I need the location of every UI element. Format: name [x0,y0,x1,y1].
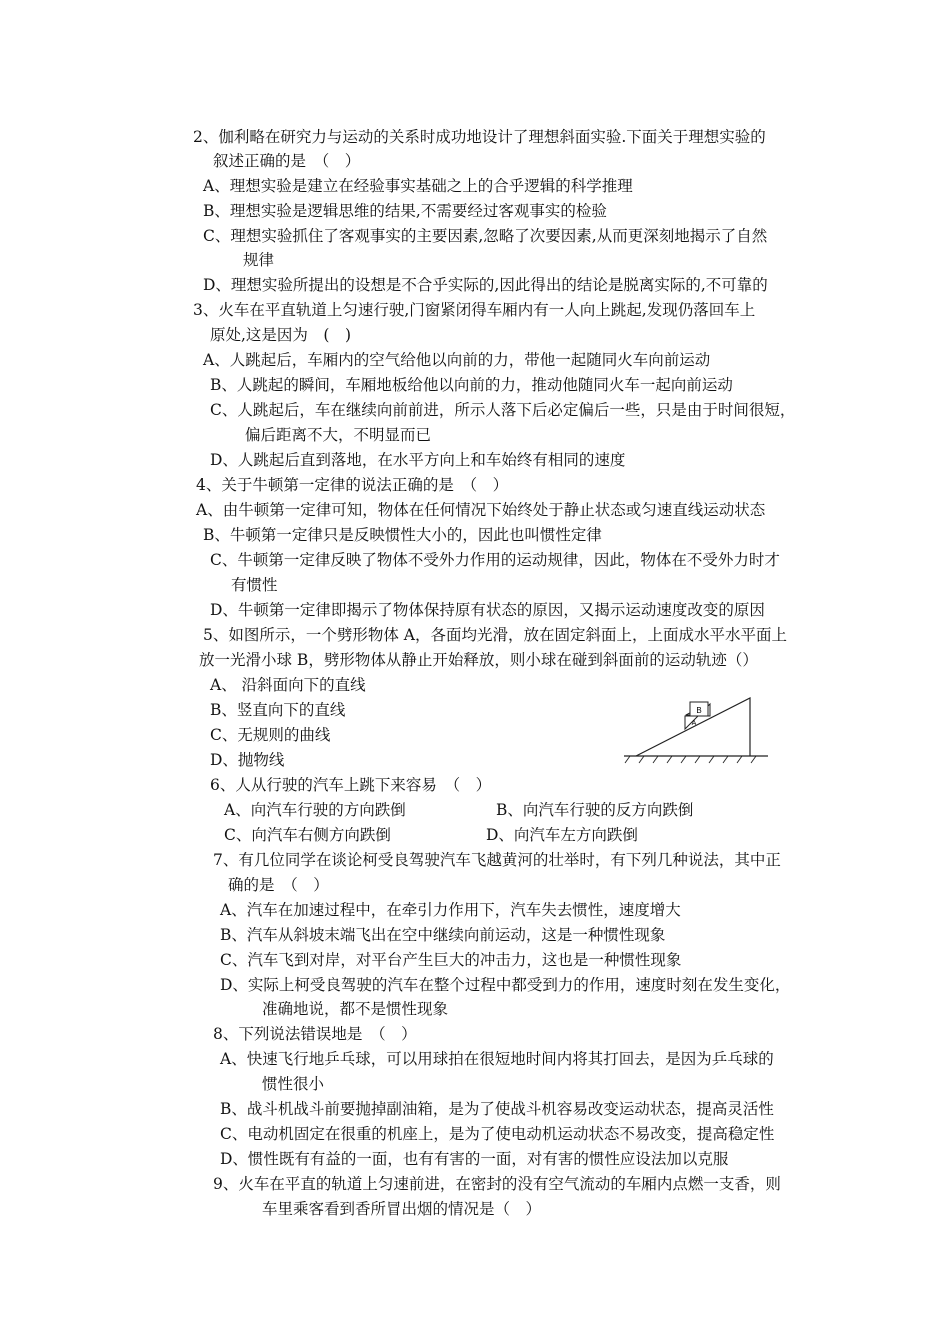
text-line: D、牛顿第一定律即揭示了物体保持原有状态的原因，又揭示运动速度改变的原因 [210,601,765,619]
text-line: 放一光滑小球 B，劈形物体从静止开始释放，则小球在碰到斜面前的运动轨迹（） [199,651,758,669]
text-line: C、理想实验抓住了客观事实的主要因素,忽略了次要因素,从而更深刻地揭示了自然 [203,227,768,245]
text-line: B、汽车从斜坡末端飞出在空中继续向前运动，这是一种惯性现象 [220,926,666,944]
text-line: D、人跳起后直到落地，在水平方向上和车始终有相同的速度 [210,451,626,469]
text-line: D、抛物线 [210,751,285,769]
text-line: A、理想实验是建立在经验事实基础之上的合乎逻辑的科学推理 [203,177,633,195]
text-line: C、向汽车右侧方向跌倒 [224,826,391,844]
text-line: 8、下列说法错误地是 （ ） [213,1025,417,1043]
text-line: 2、伽利略在研究力与运动的关系时成功地设计了理想斜面实验.下面关于理想实验的 [193,128,766,146]
text-line: C、电动机固定在很重的机座上，是为了使电动机运动状态不易改变，提高稳定性 [220,1125,775,1143]
text-line: D、向汽车左方向跌倒 [486,826,638,844]
text-line: 偏后距离不大，不明显而已 [245,426,432,444]
text-line: 原处,这是因为 ( ) [210,326,352,344]
text-line: 7、有几位同学在谈论柯受良驾驶汽车飞越黄河的壮举时，有下列几种说法，其中正 [213,851,781,869]
text-line: 5、如图所示，一个劈形物体 A，各面均光滑，放在固定斜面上，上面成水平水平面上 [203,626,787,644]
label-a: A [691,720,697,727]
label-b: B [696,706,702,715]
text-line: B、理想实验是逻辑思维的结果,不需要经过客观事实的检验 [203,202,607,220]
text-line: A、快速飞行地乒乓球，可以用球拍在很短地时间内将其打回去，是因为乒乓球的 [220,1050,774,1068]
text-line: B、战斗机战斗前要抛掉副油箱，是为了使战斗机容易改变运动状态，提高灵活性 [220,1100,774,1118]
wedge-incline-figure [624,692,774,770]
text-line: 3、火车在平直轨道上匀速行驶,门窗紧闭得车厢内有一人向上跳起,发现仍落回车上 [193,301,756,319]
text-line: A、由牛顿第一定律可知，物体在任何情况下始终处于静止状态或匀速直线运动状态 [196,501,766,519]
text-line: A、汽车在加速过程中，在牵引力作用下，汽车失去惯性，速度增大 [220,901,681,919]
text-line: C、人跳起后，车在继续向前前进，所示人落下后必定偏后一些，只是由于时间很短， [210,401,796,419]
text-line: C、牛顿第一定律反映了物体不受外力作用的运动规律，因此，物体在不受外力时才 [210,551,780,569]
text-line: D、惯性既有有益的一面，也有有害的一面，对有害的惯性应设法加以克服 [220,1150,729,1168]
text-line: 惯性很小 [262,1075,325,1093]
text-line: 规律 [243,251,275,269]
text-line: C、无规则的曲线 [210,726,331,744]
text-line: A、向汽车行驶的方向跌倒 [224,801,406,819]
text-line: 有惯性 [231,576,278,594]
ground-hatching [625,756,756,763]
text-line: 6、人从行驶的汽车上跳下来容易 （ ） [210,776,492,794]
text-line: B、竖直向下的直线 [210,701,346,719]
text-line: 4、关于牛顿第一定律的说法正确的是 （ ） [196,476,509,494]
text-line: D、理想实验所提出的设想是不合乎实际的,因此得出的结论是脱离实际的,不可靠的 [203,276,768,294]
text-line: B、向汽车行驶的反方向跌倒 [496,801,694,819]
text-line: 车里乘客看到香所冒出烟的情况是（ ） [262,1200,542,1218]
text-line: B、人跳起的瞬间，车厢地板给他以向前的力，推动他随同火车一起向前运动 [210,376,733,394]
text-line: D、实际上柯受良驾驶的汽车在整个过程中都受到力的作用，速度时刻在发生变化， [220,976,791,994]
text-line: A、 沿斜面向下的直线 [210,676,366,694]
text-line: 准确地说，都不是惯性现象 [262,1000,449,1018]
text-line: 叙述正确的是 （ ） [213,152,361,170]
text-line: A、人跳起后，车厢内的空气给他以向前的力，带他一起随同火车向前运动 [203,351,711,369]
text-line: C、汽车飞到对岸，对平台产生巨大的冲击力，这也是一种惯性现象 [220,951,682,969]
text-line: B、牛顿第一定律只是反映惯性大小的，因此也叫惯性定律 [203,526,602,544]
text-line: 确的是 （ ） [228,876,329,894]
text-line: 9、火车在平直的轨道上匀速前进，在密封的没有空气流动的车厢内点燃一支香，则 [213,1175,781,1193]
